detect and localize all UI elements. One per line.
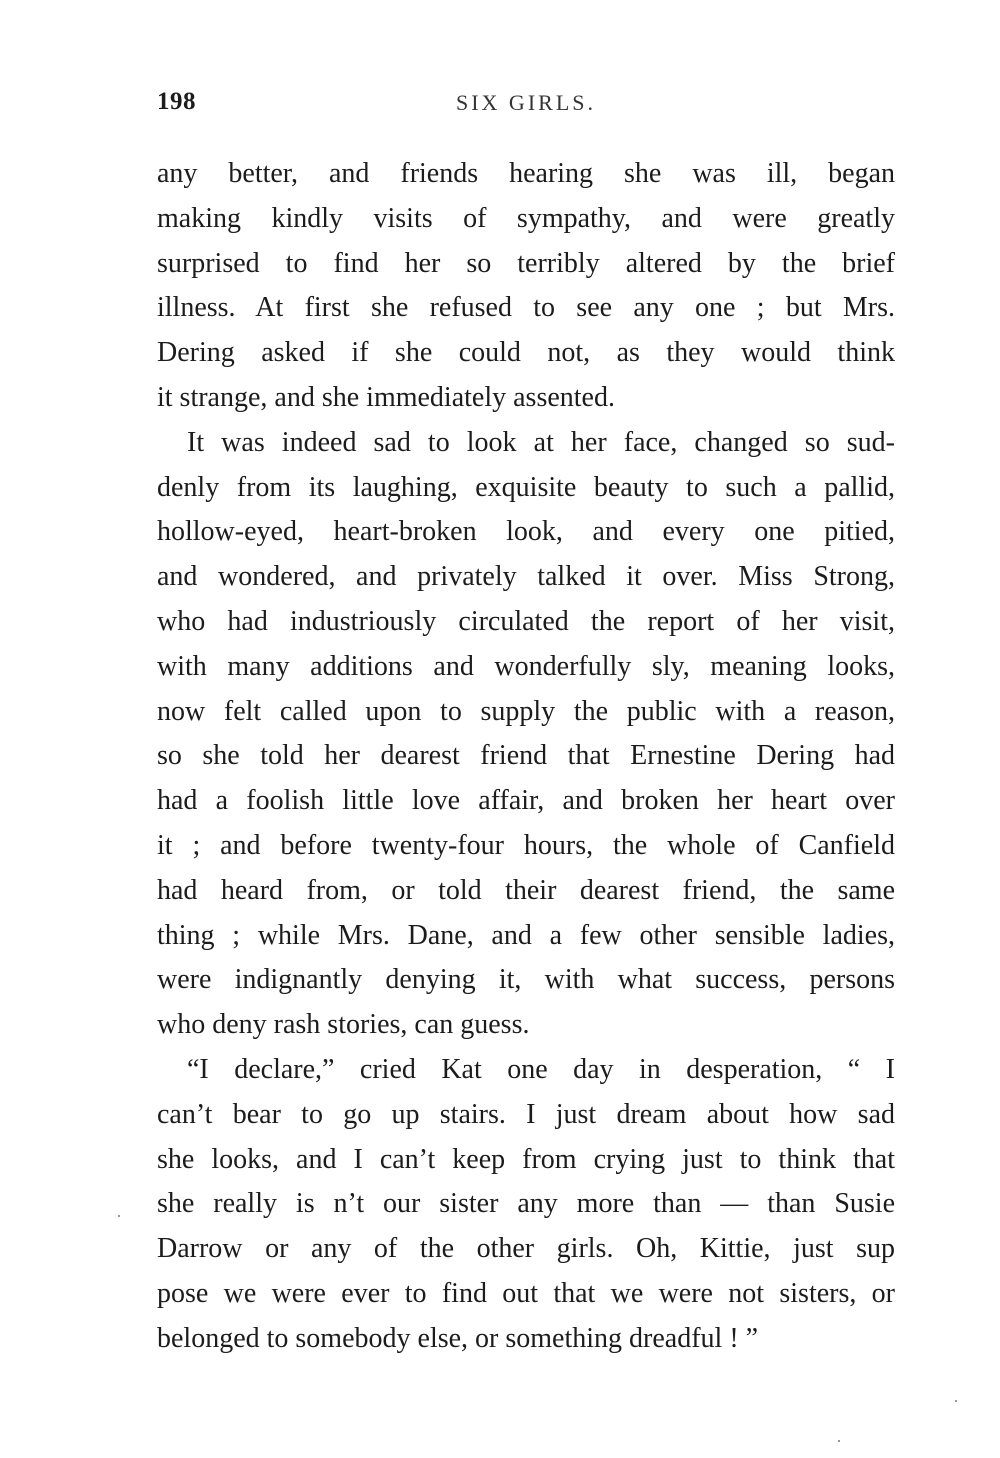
paragraph-1 (157, 152, 895, 421)
text-line: and wondered, and privately talked it over. Miss Strong, (157, 561, 895, 593)
paper-speck (955, 1400, 957, 1402)
text-line: it strange, and she immediately assented. (157, 381, 615, 413)
paragraph-2 (157, 421, 895, 1048)
text-line: were indignantly denying it, with what success, persons (157, 964, 895, 996)
text-line: had a foolish little love affair, and broken her heart over (157, 785, 895, 817)
book-title: SIX GIRLS. (455, 90, 596, 115)
text-line: had heard from, or told their dearest friend, the same (157, 874, 895, 906)
page-number: 198 (157, 88, 196, 115)
paragraph-3 (157, 1048, 895, 1362)
text-line: making kindly visits of sympathy, and were greatly (157, 202, 895, 234)
text-line: thing ; while Mrs. Dane, and a few other sensible ladies, (157, 919, 895, 951)
text-line: hollow-eyed, heart-broken look, and every one pitied, (157, 516, 895, 548)
text-line: It was indeed sad to look at her face, changed so sud- (187, 426, 895, 458)
text-line: “I declare,” cried Kat one day in desperation, “ I (187, 1053, 895, 1085)
text-line: denly from its laughing, exquisite beauty to such a pallid, (157, 471, 895, 503)
paper-speck (838, 1440, 840, 1442)
text-line: she looks, and I can’t keep from crying just to think that (157, 1143, 895, 1175)
text-line: any better, and friends hearing she was ill, began (157, 158, 895, 189)
text-line: pose we were ever to find out that we were not sisters, or (157, 1277, 895, 1309)
text-line: Darrow or any of the other girls. Oh, Kittie, just sup (157, 1233, 895, 1265)
body-text (157, 152, 895, 1362)
text-line: illness. At first she refused to see any one ; but Mrs. (157, 292, 895, 324)
running-head (157, 88, 895, 124)
text-line: so she told her dearest friend that Ernestine Dering had (157, 740, 895, 772)
text-line: Dering asked if she could not, as they would think (157, 337, 895, 369)
text-line: who deny rash stories, can guess. (157, 1009, 530, 1041)
text-line: with many additions and wonderfully sly, meaning looks, (157, 650, 895, 682)
text-line: who had industriously circulated the report of her visit, (157, 605, 895, 637)
paper-speck (118, 1215, 120, 1217)
text-line: it ; and before twenty-four hours, the whole of Canfield (157, 829, 895, 861)
text-line: can’t bear to go up stairs. I just dream about how sad (157, 1098, 895, 1130)
text-line: surprised to find her so terribly altered by the brief (157, 247, 895, 279)
text-line: now felt called upon to supply the public with a reason, (157, 695, 895, 727)
text-line: she really is n’t our sister any more than — than Susie (157, 1188, 895, 1220)
text-line: belonged to somebody else, or something dreadful ! ” (157, 1322, 759, 1354)
